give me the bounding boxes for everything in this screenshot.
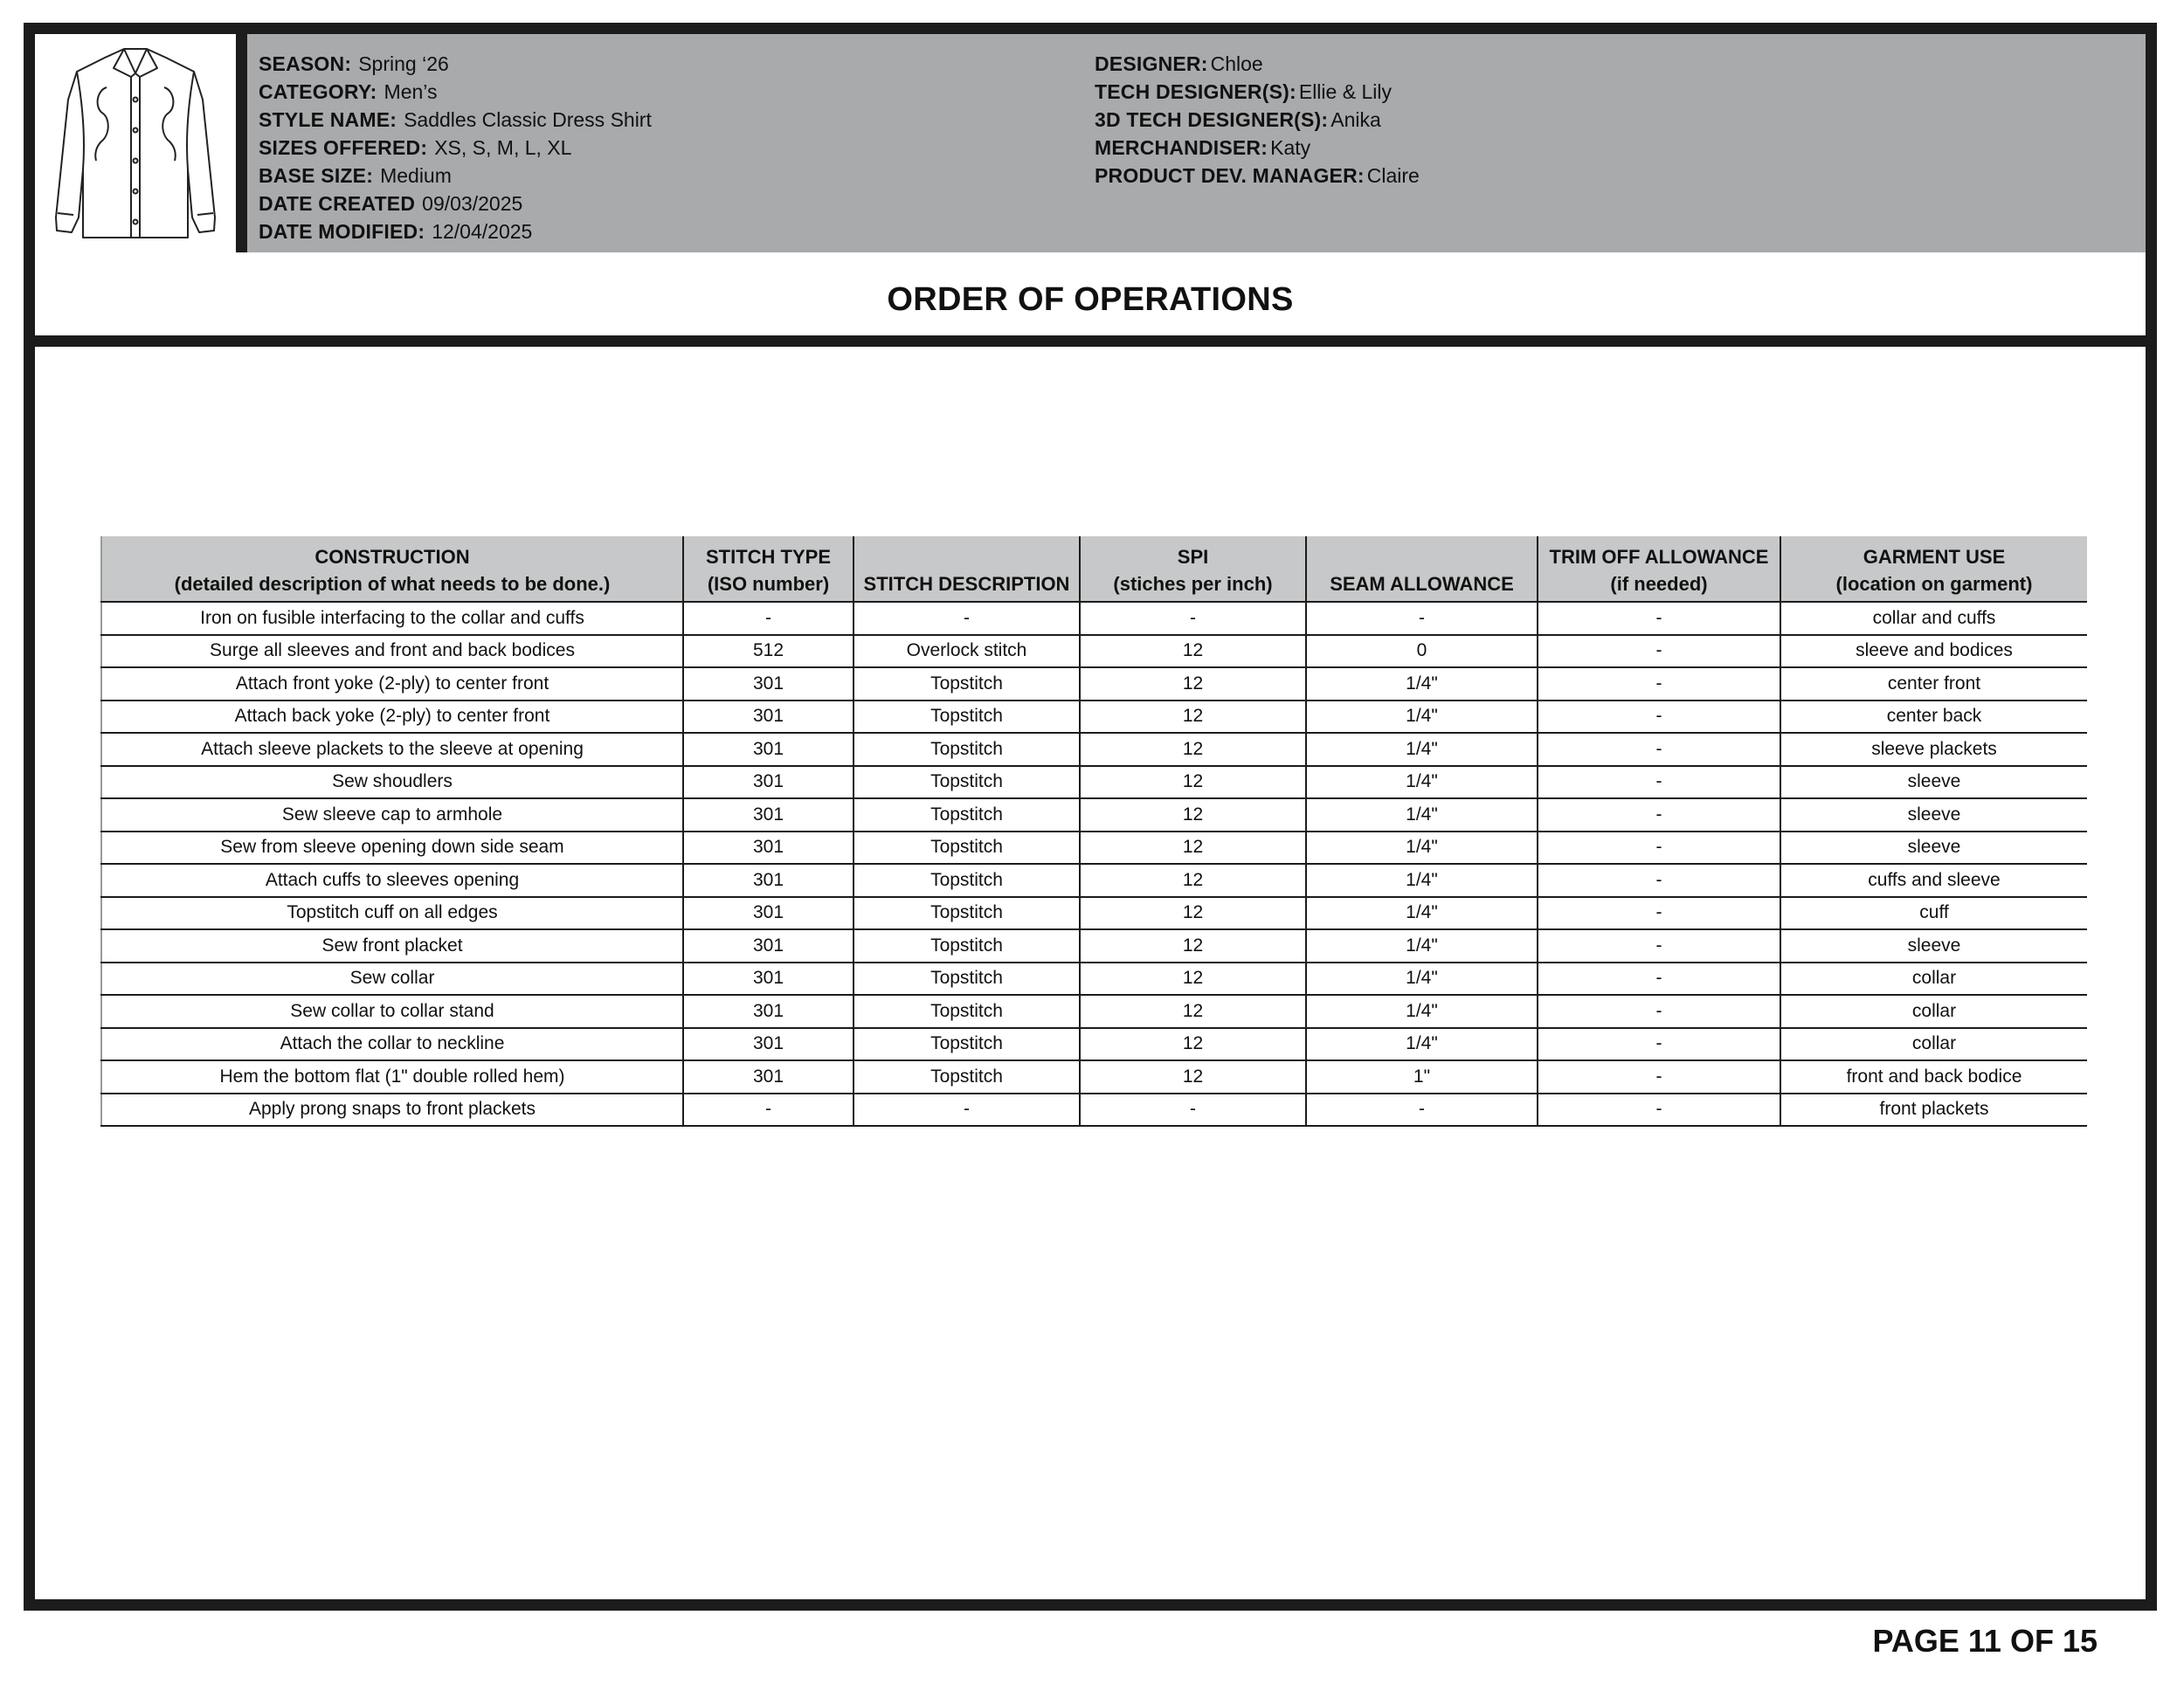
cell-trim-off-allowance: - — [1538, 1060, 1780, 1094]
table-row — [101, 635, 2087, 668]
cell-trim-off-allowance: - — [1538, 832, 1780, 865]
cell-stitch-type: 512 — [683, 635, 854, 668]
cell-trim-off-allowance: - — [1538, 635, 1780, 668]
cell-garment-use: center back — [1780, 701, 2087, 734]
cell-stitch-type: - — [683, 602, 854, 635]
cell-spi: 12 — [1080, 1028, 1306, 1061]
cell-stitch-description: Topstitch — [854, 766, 1080, 799]
cell-construction: Surge all sleeves and front and back bodices — [101, 635, 683, 668]
spec-info-panel — [247, 34, 2146, 252]
table-row — [101, 832, 2087, 865]
field-label: DATE MODIFIED: — [259, 220, 425, 243]
cell-garment-use: collar — [1780, 995, 2087, 1028]
cell-stitch-type: 301 — [683, 798, 854, 832]
table-row — [101, 602, 2087, 635]
header-line: (stiches per inch) — [1113, 573, 1273, 595]
header-line: SEAM ALLOWANCE — [1330, 573, 1514, 595]
cell-spi: 12 — [1080, 963, 1306, 996]
table-row — [101, 701, 2087, 734]
info-tech-designers — [1095, 78, 1420, 106]
cell-garment-use: sleeve — [1780, 929, 2087, 963]
cell-stitch-type: 301 — [683, 832, 854, 865]
header-line: (detailed description of what needs to be done.) — [174, 573, 611, 595]
cell-seam-allowance: 1/4" — [1306, 832, 1538, 865]
cell-garment-use: sleeve and bodices — [1780, 635, 2087, 668]
table-header-row — [101, 536, 2087, 602]
field-label: TECH DESIGNER(S): — [1095, 80, 1296, 103]
cell-stitch-description: Topstitch — [854, 963, 1080, 996]
column-header-construction — [101, 536, 683, 602]
table-body — [101, 602, 2087, 1126]
cell-trim-off-allowance: - — [1538, 1028, 1780, 1061]
cell-stitch-type: 301 — [683, 766, 854, 799]
info-3d-tech-designers — [1095, 106, 1420, 134]
field-label: CATEGORY: — [259, 80, 377, 103]
table-row — [101, 733, 2087, 766]
cell-trim-off-allowance: - — [1538, 602, 1780, 635]
info-designer — [1095, 50, 1420, 78]
cell-seam-allowance: 1/4" — [1306, 766, 1538, 799]
field-label: PRODUCT DEV. MANAGER: — [1095, 164, 1365, 187]
cell-stitch-description: Topstitch — [854, 701, 1080, 734]
cell-seam-allowance: - — [1306, 1094, 1538, 1127]
header-line: STITCH TYPE — [705, 546, 831, 568]
cell-stitch-type: 301 — [683, 864, 854, 897]
field-label: SEASON: — [259, 52, 352, 75]
cell-stitch-type: 301 — [683, 995, 854, 1028]
cell-garment-use: sleeve — [1780, 798, 2087, 832]
cell-seam-allowance: 1/4" — [1306, 897, 1538, 930]
order-of-operations-table — [100, 536, 2087, 1127]
cell-garment-use: cuffs and sleeve — [1780, 864, 2087, 897]
cell-construction: Sew shoudlers — [101, 766, 683, 799]
cell-trim-off-allowance: - — [1538, 1094, 1780, 1127]
column-header-trim-off-allowance — [1538, 536, 1780, 602]
field-value: Saddles Classic Dress Shirt — [404, 108, 652, 131]
cell-garment-use: collar — [1780, 1028, 2087, 1061]
cell-construction: Sew collar — [101, 963, 683, 996]
cell-spi: 12 — [1080, 733, 1306, 766]
cell-garment-use: front plackets — [1780, 1094, 2087, 1127]
cell-construction: Sew from sleeve opening down side seam — [101, 832, 683, 865]
cell-spi: 12 — [1080, 832, 1306, 865]
cell-seam-allowance: - — [1306, 602, 1538, 635]
cell-stitch-type: 301 — [683, 963, 854, 996]
cell-stitch-type: 301 — [683, 1060, 854, 1094]
cell-garment-use: sleeve plackets — [1780, 733, 2087, 766]
spec-page-frame — [24, 23, 2157, 1611]
cell-stitch-description: Topstitch — [854, 667, 1080, 701]
table-row — [101, 1094, 2087, 1127]
section-title-band — [35, 264, 2146, 347]
page-title: ORDER OF OPERATIONS — [887, 280, 1294, 318]
field-label: BASE SIZE: — [259, 164, 374, 187]
table-row — [101, 766, 2087, 799]
cell-garment-use: collar — [1780, 963, 2087, 996]
cell-construction: Sew front placket — [101, 929, 683, 963]
field-value: Ellie & Lily — [1298, 80, 1392, 103]
cell-seam-allowance: 1/4" — [1306, 798, 1538, 832]
cell-stitch-type: 301 — [683, 701, 854, 734]
cell-seam-allowance: 1/4" — [1306, 929, 1538, 963]
cell-trim-off-allowance: - — [1538, 667, 1780, 701]
cell-spi: 12 — [1080, 635, 1306, 668]
table-row — [101, 667, 2087, 701]
cell-stitch-description: - — [854, 602, 1080, 635]
cell-seam-allowance: 1/4" — [1306, 733, 1538, 766]
cell-spi: 12 — [1080, 798, 1306, 832]
header-line: (location on garment) — [1835, 573, 2033, 595]
column-header-stitch-description — [854, 536, 1080, 602]
header-line: TRIM OFF ALLOWANCE — [1549, 546, 1769, 568]
cell-garment-use: center front — [1780, 667, 2087, 701]
cell-spi: 12 — [1080, 929, 1306, 963]
cell-garment-use: sleeve — [1780, 766, 2087, 799]
cell-construction: Sew collar to collar stand — [101, 995, 683, 1028]
column-header-stitch-type — [683, 536, 854, 602]
column-header-seam-allowance — [1306, 536, 1538, 602]
field-value: Men’s — [384, 80, 438, 103]
cell-stitch-description: Topstitch — [854, 864, 1080, 897]
cell-spi: 12 — [1080, 701, 1306, 734]
field-value: Spring ‘26 — [358, 52, 449, 75]
info-season — [259, 50, 652, 78]
field-label: DESIGNER: — [1095, 52, 1208, 75]
cell-seam-allowance: 1" — [1306, 1060, 1538, 1094]
spec-header — [35, 34, 2146, 252]
cell-stitch-type: 301 — [683, 1028, 854, 1061]
cell-stitch-description: Topstitch — [854, 832, 1080, 865]
cell-garment-use: cuff — [1780, 897, 2087, 930]
cell-trim-off-allowance: - — [1538, 963, 1780, 996]
cell-construction: Sew sleeve cap to armhole — [101, 798, 683, 832]
cell-trim-off-allowance: - — [1538, 929, 1780, 963]
header-line: CONSTRUCTION — [314, 546, 470, 568]
cell-spi: 12 — [1080, 667, 1306, 701]
table-row — [101, 1028, 2087, 1061]
header-line: STITCH DESCRIPTION — [863, 573, 1070, 595]
info-base-size — [259, 162, 652, 190]
cell-garment-use: sleeve — [1780, 832, 2087, 865]
field-value: XS, S, M, L, XL — [434, 136, 572, 159]
cell-construction: Attach sleeve plackets to the sleeve at opening — [101, 733, 683, 766]
cell-stitch-description: - — [854, 1094, 1080, 1127]
cell-seam-allowance: 1/4" — [1306, 995, 1538, 1028]
header-line: (if needed) — [1610, 573, 1708, 595]
field-value: 12/04/2025 — [432, 220, 533, 243]
header-line: SPI — [1177, 546, 1209, 568]
field-value: Katy — [1270, 136, 1311, 159]
cell-spi: 12 — [1080, 864, 1306, 897]
cell-seam-allowance: 1/4" — [1306, 701, 1538, 734]
cell-construction: Topstitch cuff on all edges — [101, 897, 683, 930]
cell-spi: 12 — [1080, 766, 1306, 799]
cell-spi: 12 — [1080, 897, 1306, 930]
cell-stitch-type: - — [683, 1094, 854, 1127]
cell-stitch-type: 301 — [683, 897, 854, 930]
table-row — [101, 929, 2087, 963]
info-category — [259, 78, 652, 106]
cell-garment-use: collar and cuffs — [1780, 602, 2087, 635]
cell-seam-allowance: 1/4" — [1306, 864, 1538, 897]
cell-stitch-description: Topstitch — [854, 798, 1080, 832]
cell-construction: Attach cuffs to sleeves opening — [101, 864, 683, 897]
cell-stitch-description: Topstitch — [854, 929, 1080, 963]
sketch-box — [35, 34, 236, 252]
table-row — [101, 1060, 2087, 1094]
cell-spi: 12 — [1080, 1060, 1306, 1094]
field-label: DATE CREATED — [259, 192, 416, 215]
cell-construction: Attach front yoke (2-ply) to center front — [101, 667, 683, 701]
cell-stitch-type: 301 — [683, 667, 854, 701]
cell-stitch-type: 301 — [683, 733, 854, 766]
field-value: Anika — [1330, 108, 1381, 131]
table-row — [101, 897, 2087, 930]
cell-stitch-description: Topstitch — [854, 897, 1080, 930]
field-label: 3D TECH DESIGNER(S): — [1095, 108, 1329, 131]
field-value: Medium — [380, 164, 452, 187]
info-merchandiser — [1095, 134, 1420, 162]
info-column-left — [259, 50, 652, 245]
cell-trim-off-allowance: - — [1538, 897, 1780, 930]
field-label: MERCHANDISER: — [1095, 136, 1268, 159]
info-product-dev-manager — [1095, 162, 1420, 190]
cell-spi: - — [1080, 1094, 1306, 1127]
cell-construction: Iron on fusible interfacing to the collar and cuffs — [101, 602, 683, 635]
header-line: GARMENT USE — [1863, 546, 2006, 568]
shirt-flat-sketch-icon — [44, 38, 227, 248]
cell-trim-off-allowance: - — [1538, 733, 1780, 766]
cell-stitch-description: Overlock stitch — [854, 635, 1080, 668]
table-row — [101, 963, 2087, 996]
cell-spi: - — [1080, 602, 1306, 635]
cell-construction: Attach back yoke (2-ply) to center front — [101, 701, 683, 734]
cell-seam-allowance: 1/4" — [1306, 667, 1538, 701]
table-row — [101, 798, 2087, 832]
info-date-modified — [259, 217, 652, 245]
column-header-spi — [1080, 536, 1306, 602]
field-label: STYLE NAME: — [259, 108, 397, 131]
cell-stitch-description: Topstitch — [854, 995, 1080, 1028]
cell-construction: Hem the bottom flat (1" double rolled hem) — [101, 1060, 683, 1094]
cell-stitch-type: 301 — [683, 929, 854, 963]
cell-seam-allowance: 1/4" — [1306, 1028, 1538, 1061]
header-line: (ISO number) — [707, 573, 830, 595]
info-sizes-offered — [259, 134, 652, 162]
field-value: Chloe — [1210, 52, 1263, 75]
info-style-name — [259, 106, 652, 134]
cell-trim-off-allowance: - — [1538, 798, 1780, 832]
field-label: SIZES OFFERED: — [259, 136, 428, 159]
cell-spi: 12 — [1080, 995, 1306, 1028]
field-value: Claire — [1366, 164, 1420, 187]
cell-construction: Attach the collar to neckline — [101, 1028, 683, 1061]
cell-trim-off-allowance: - — [1538, 766, 1780, 799]
table-row — [101, 995, 2087, 1028]
page-number: PAGE 11 OF 15 — [1872, 1623, 2098, 1659]
info-date-created — [259, 190, 652, 217]
cell-trim-off-allowance: - — [1538, 701, 1780, 734]
cell-stitch-description: Topstitch — [854, 733, 1080, 766]
cell-stitch-description: Topstitch — [854, 1028, 1080, 1061]
cell-seam-allowance: 1/4" — [1306, 963, 1538, 996]
cell-garment-use: front and back bodice — [1780, 1060, 2087, 1094]
cell-trim-off-allowance: - — [1538, 995, 1780, 1028]
cell-construction: Apply prong snaps to front plackets — [101, 1094, 683, 1127]
field-value: 09/03/2025 — [422, 192, 523, 215]
table-row — [101, 864, 2087, 897]
info-column-right — [1095, 50, 1420, 190]
column-header-garment-use — [1780, 536, 2087, 602]
cell-seam-allowance: 0 — [1306, 635, 1538, 668]
cell-stitch-description: Topstitch — [854, 1060, 1080, 1094]
cell-trim-off-allowance: - — [1538, 864, 1780, 897]
